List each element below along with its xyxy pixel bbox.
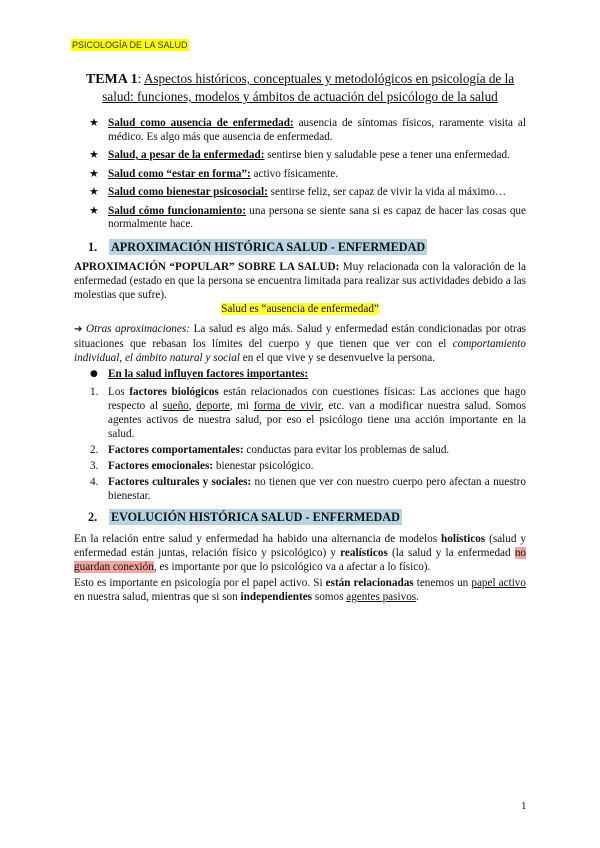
- factors-bullet-list: [74, 367, 526, 381]
- underlined-term: agentes pasivos: [346, 590, 417, 603]
- other-approaches-italic: comportamiento individual: [74, 337, 526, 364]
- title-colon: :: [137, 71, 144, 86]
- definition-item: [89, 166, 526, 182]
- bold-term: realísticos: [340, 546, 388, 559]
- definition-term: Salud como bienestar psicosocial:: [108, 186, 268, 198]
- factor-text: Los: [108, 385, 130, 398]
- definition-item: [89, 148, 526, 163]
- factor-underlined: sueño: [162, 399, 189, 412]
- other-approaches-text: en el que vive y se desenvuelve la persona.: [239, 351, 436, 364]
- factor-text: están relacionados con cuestiones físicas: Las acciones que hago respecto al: [108, 385, 526, 412]
- definition-term: Salud cómo funcionamiento:: [108, 204, 246, 217]
- factor-item: [90, 385, 526, 441]
- definition-item: [89, 116, 526, 144]
- paragraph-text: (la salud y la enfermedad: [387, 546, 515, 559]
- factor-text: ,: [188, 399, 197, 412]
- paragraph-text: (salud y enfermedad están juntas, relación físico y psicológico) y: [74, 532, 527, 559]
- highlight-text: Salud es “ausencia de enfermedad”: [221, 302, 379, 315]
- factor-number: 1.: [90, 385, 99, 398]
- popular-approach-paragraph: [74, 260, 526, 302]
- star-bullet-icon: ★: [89, 148, 99, 161]
- section-1-number: 1.: [88, 239, 98, 254]
- bold-term: holísticos: [441, 532, 486, 545]
- definition-text: una persona se siente sana si es capaz de hacer las cosas que normalmente hace.: [108, 204, 526, 230]
- other-approaches-text: La salud es algo más. Salud y enfermedad están condicionadas por otras situaciones que rebasan los límites del cuerpo y que tienen que ver con el: [74, 322, 527, 350]
- factor-text: , etc. van a modificar nuestra salud. Somos agentes activos de nuestra salud, por eso el psicólogo tiene una acción importante en la salud.: [108, 399, 526, 440]
- factor-term: Factores emocionales:: [108, 459, 214, 472]
- paragraph-text: Esto es importante en psicología por el papel activo. Si: [74, 576, 326, 589]
- factor-number: 4.: [90, 475, 99, 488]
- title-prefix: TEMA 1: [85, 72, 138, 87]
- section-2-title: EVOLUCIÓN HISTÓRICA SALUD - ENFERMEDAD: [111, 509, 400, 524]
- definition-text: activo físicamente.: [250, 167, 339, 180]
- star-bullet-icon: ★: [89, 116, 99, 129]
- factor-item: [90, 459, 526, 473]
- factor-underlined: deporte: [196, 399, 230, 412]
- factor-text: no tienen que ver con nuestro cuerpo pero afectan a nuestro bienestar.: [108, 475, 526, 502]
- definition-term: Salud, a pesar de la enfermedad:: [108, 149, 265, 161]
- bold-term: están relacionadas: [325, 576, 414, 589]
- definition-text: sentirse feliz, ser capaz de vivir la vida al máximo…: [267, 186, 507, 198]
- star-bullet-icon: ★: [89, 203, 99, 217]
- evolution-paragraph-2: [74, 576, 526, 604]
- factor-item: [90, 475, 526, 503]
- popular-approach-label: APROXIMACIÓN “POPULAR” SOBRE LA SALUD:: [74, 260, 340, 273]
- definition-term: Salud como ausencia de enfermedad:: [108, 117, 294, 129]
- page-title: [74, 70, 526, 105]
- definition-text: ausencia de síntomas físicos, raramente visita al médico. Es algo más que ausencia de enfermedad.: [108, 117, 526, 143]
- section-2-number: 2.: [88, 509, 98, 524]
- paragraph-text: En la relación entre salud y enfermedad ha habido una alternancia de modelos: [74, 532, 442, 545]
- popular-approach-text: Muy relacionada con la valoración de la enfermedad (estado en que la persona se encuentra limitada para realizar sus actividades debido a las molestias que sufre).: [74, 260, 526, 301]
- definition-item: [89, 185, 526, 200]
- paragraph-text: somos: [312, 590, 347, 603]
- factors-list: [74, 385, 526, 503]
- paragraph-text: en nuestra salud, mientras que si son: [74, 590, 241, 603]
- document-header-tag: PSICOLOGÍA DE LA SALUD: [72, 40, 188, 50]
- paragraph-text: tenemos un: [413, 576, 472, 589]
- definitions-list: [74, 117, 526, 232]
- other-approaches-text: ,: [119, 351, 125, 364]
- page-number: 1: [521, 800, 527, 812]
- factor-number: 3.: [90, 459, 99, 472]
- factor-term: factores biológicos: [129, 385, 219, 398]
- other-approaches-paragraph: [74, 322, 526, 365]
- section-1-title: APROXIMACIÓN HISTÓRICA SALUD - ENFERMEDAD: [111, 239, 426, 254]
- section-2-heading: [74, 507, 526, 527]
- section-1-heading: [74, 237, 526, 257]
- red-highlight-text: no guardan conexión: [74, 546, 526, 573]
- arrow-right-icon: ➔: [74, 323, 83, 335]
- factor-text: bienestar psicológico.: [213, 459, 314, 472]
- factor-text: conductas para evitar los problemas de salud.: [243, 443, 450, 456]
- factor-item: [90, 443, 526, 457]
- definition-item: [89, 203, 526, 232]
- dot-bullet-icon: ●: [90, 368, 98, 379]
- factor-text: , mi: [229, 399, 254, 412]
- other-approaches-label: Otras aproximaciones:: [82, 322, 190, 335]
- underlined-term: papel activo: [471, 576, 526, 589]
- definition-text: sentirse bien y saludable pese a tener una enfermedad.: [264, 149, 510, 161]
- factor-term: Factores comportamentales:: [108, 443, 244, 456]
- bold-term: independientes: [240, 590, 313, 603]
- definition-term: Salud como “estar en forma”:: [108, 167, 251, 180]
- evolution-paragraph-1: [74, 532, 526, 574]
- paragraph-text: .: [416, 590, 419, 603]
- other-approaches-italic: el ámbito natural y social: [124, 351, 240, 364]
- factors-bullet-heading: En la salud influyen factores importantes:: [108, 367, 309, 380]
- factor-underlined: forma de vivir: [253, 399, 321, 412]
- paragraph-text: , es importante por que lo psicológico va a afectar a lo físico).: [153, 560, 431, 573]
- star-bullet-icon: ★: [89, 185, 99, 198]
- factor-number: 2.: [90, 443, 99, 456]
- document-page: [74, 70, 526, 604]
- title-text: Aspectos históricos, conceptuales y metodológicos en psicología de la salud: funciones, modelos y ámbitos de actuación del psicólogo de la salud: [102, 71, 515, 104]
- highlight-line: [74, 302, 526, 316]
- factor-term: Factores culturales y sociales:: [108, 475, 252, 488]
- star-bullet-icon: ★: [89, 166, 99, 180]
- factors-bullet-item: [90, 367, 526, 381]
